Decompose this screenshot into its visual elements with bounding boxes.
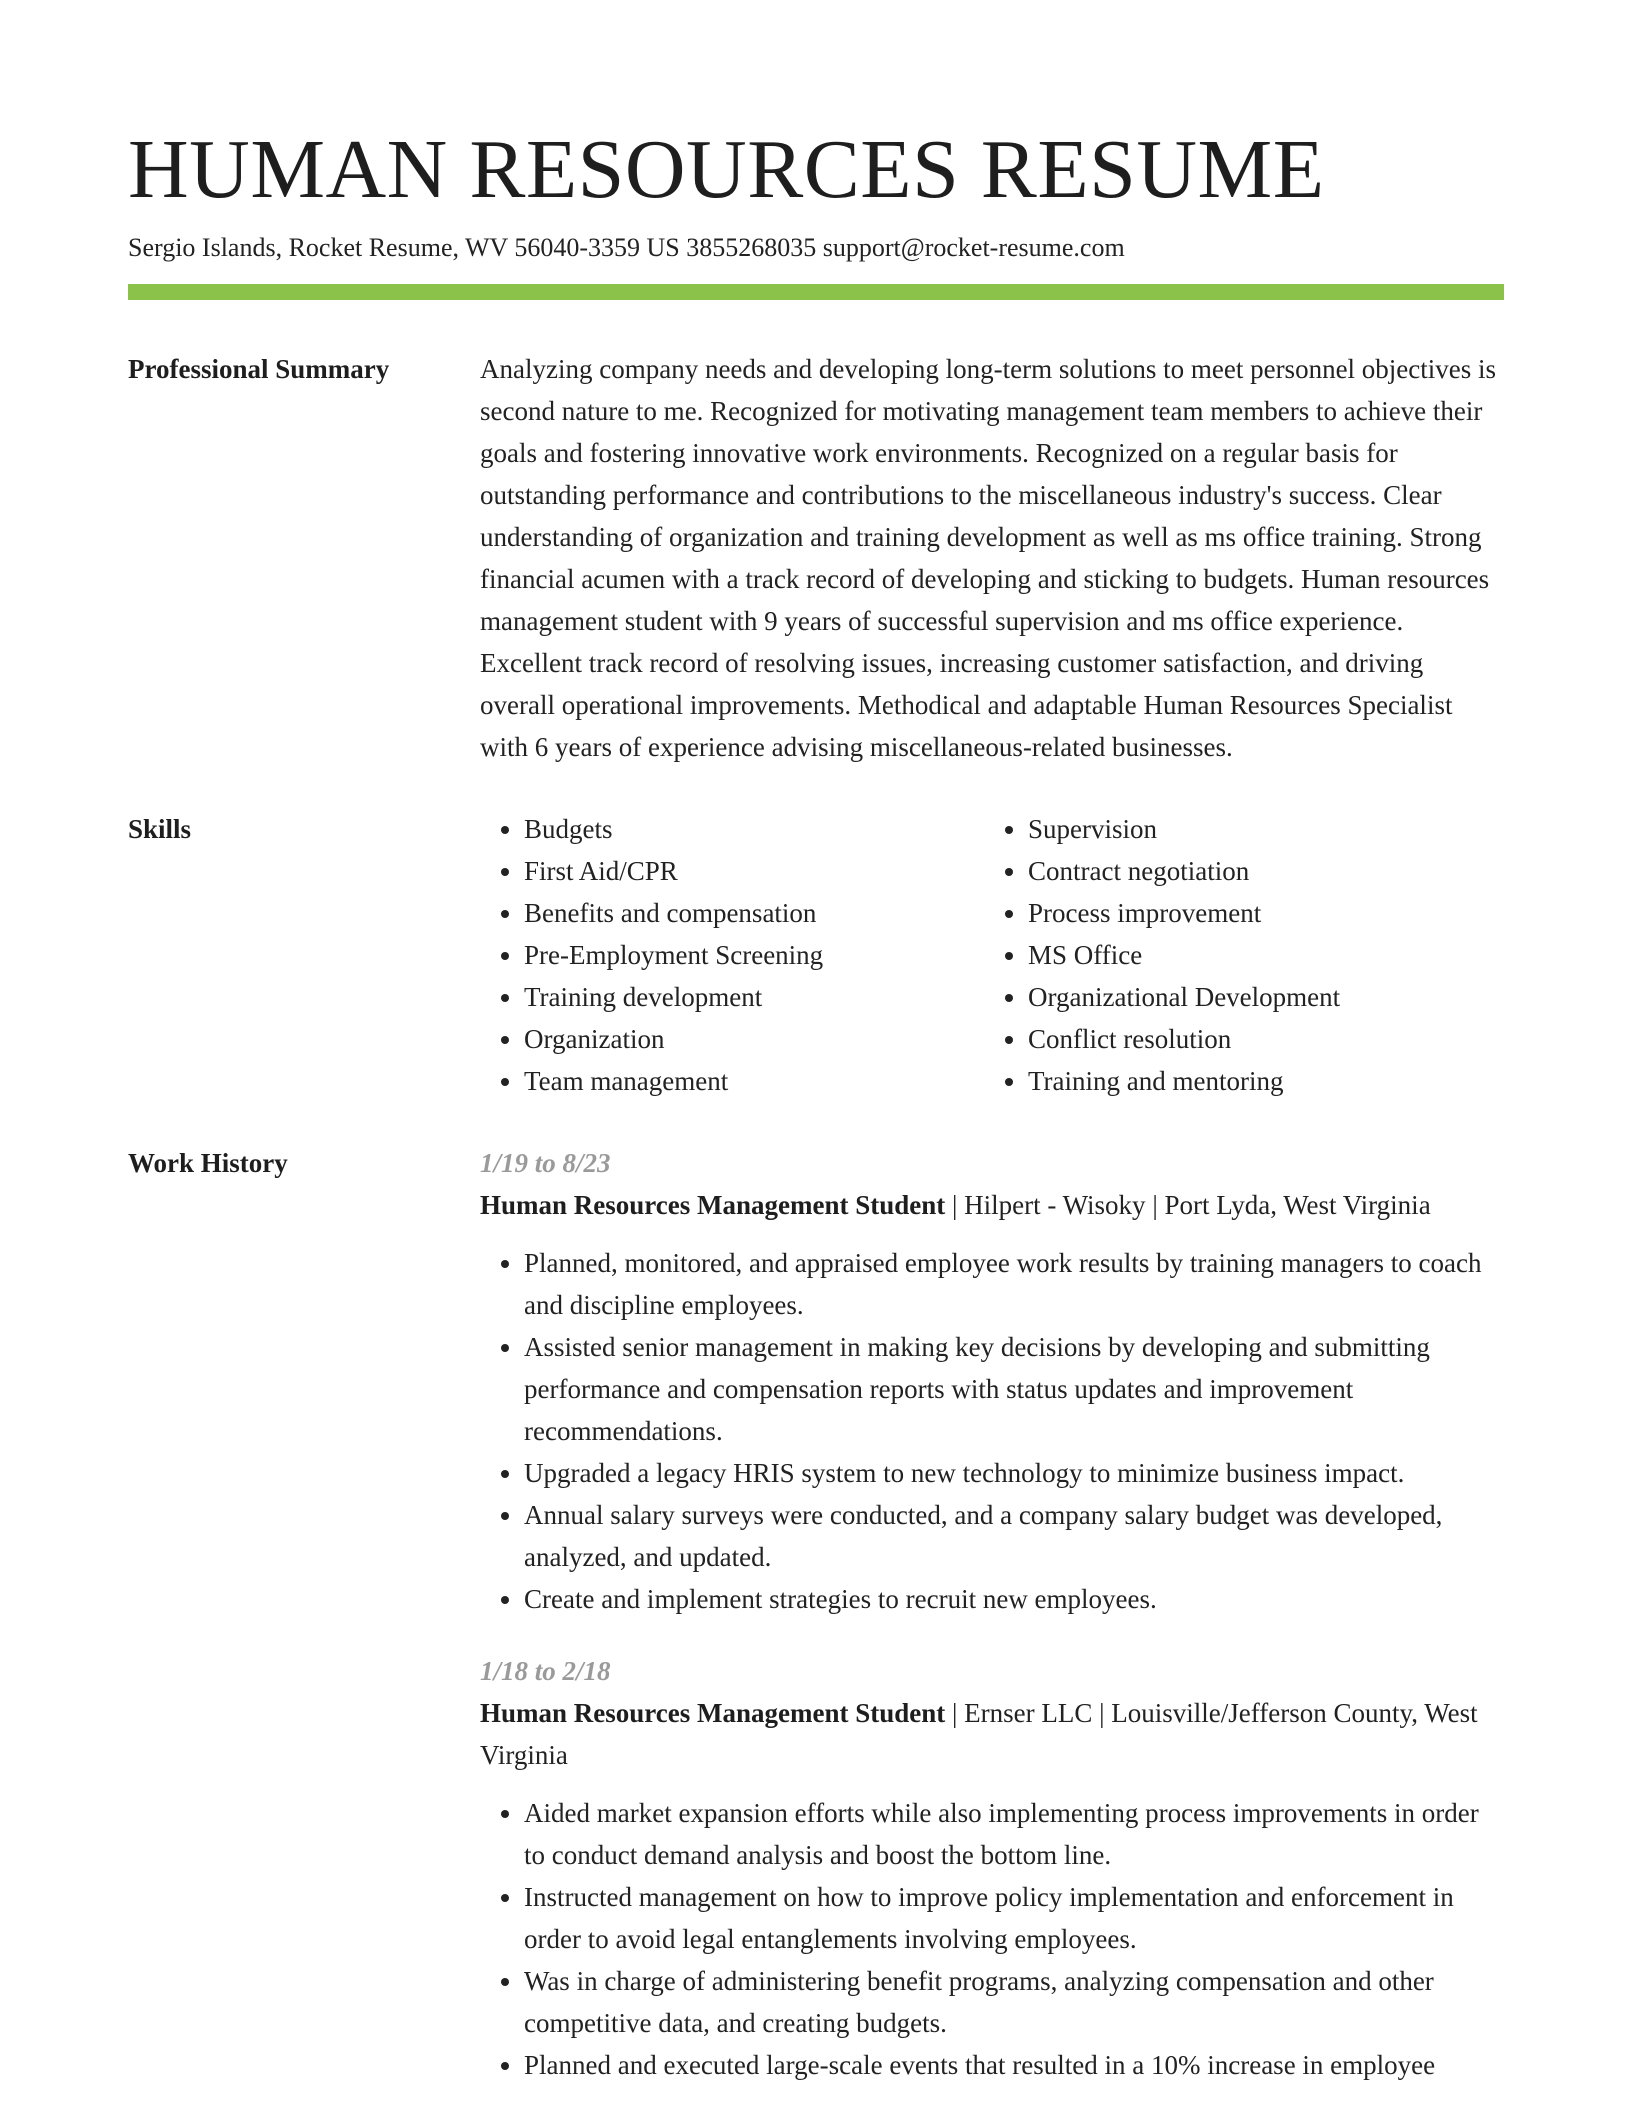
job-location: | Port Lyda, West Virginia bbox=[1146, 1190, 1431, 1220]
job-title: Human Resources Management Student bbox=[480, 1190, 946, 1220]
skills-section bbox=[128, 808, 1504, 1102]
contact-line bbox=[128, 230, 1504, 266]
job-entry bbox=[480, 1650, 1504, 2086]
skill-item: • Training development bbox=[524, 976, 984, 1018]
skill-item: • Budgets bbox=[524, 808, 984, 850]
contact-address: Sergio Islands, Rocket Resume, WV 56040-3359 US bbox=[128, 233, 680, 262]
job-entry bbox=[480, 1142, 1504, 1620]
job-bullet: • Aided market expansion efforts while also implementing process improvements in order to conduct demand analysis and boost the bottom line. bbox=[524, 1792, 1504, 1876]
resume-page bbox=[128, 120, 1504, 2116]
skill-item: • Process improvement bbox=[1028, 892, 1504, 934]
skill-item: • Team management bbox=[524, 1060, 984, 1102]
skills-heading: Skills bbox=[128, 814, 192, 844]
job-company: | Ernser LLC bbox=[945, 1698, 1092, 1728]
skill-item: • Pre-Employment Screening bbox=[524, 934, 984, 976]
skill-item: • Supervision bbox=[1028, 808, 1504, 850]
work-history-heading: Work History bbox=[128, 1148, 288, 1178]
job-dates: 1/19 to 8/23 bbox=[480, 1148, 611, 1178]
job-title: Human Resources Management Student bbox=[480, 1698, 946, 1728]
skill-item: • Benefits and compensation bbox=[524, 892, 984, 934]
summary-heading: Professional Summary bbox=[128, 354, 390, 384]
job-bullet: • Was in charge of administering benefit programs, analyzing compensation and other competitive data, and creating budgets. bbox=[524, 1960, 1504, 2044]
job-header bbox=[480, 1692, 1504, 1776]
work-history-section bbox=[128, 1142, 1504, 2116]
job-bullet: • Create and implement strategies to recruit new employees. bbox=[524, 1578, 1504, 1620]
resume-title: HUMAN RESOURCES RESUME bbox=[128, 123, 1325, 216]
skills-list-right bbox=[984, 808, 1504, 1102]
job-location: | Louisville/Jefferson County, West Virginia bbox=[480, 1698, 1478, 1770]
summary-text: Analyzing company needs and developing long-term solutions to meet personnel objectives is second nature to me. Recognized for motivating management team members to achieve their goals and fostering innovative work environments. Recognized on a regular basis for outstanding performance and contributions to the miscellaneous industry's success. Clear understanding of organization and training development as well as ms office training. Strong financial acumen with a track record of developing and sticking to budgets. Human resources management student with 9 years of successful supervision and ms office experience. Excellent track record of resolving issues, increasing customer satisfaction, and driving overall operational improvements. Methodical and adaptable Human Resources Specialist with 6 years of experience advising miscellaneous-related businesses. bbox=[480, 354, 1497, 762]
skill-item: • Contract negotiation bbox=[1028, 850, 1504, 892]
skill-item: • MS Office bbox=[1028, 934, 1504, 976]
job-bullets bbox=[480, 1792, 1504, 2086]
job-bullet: • Instructed management on how to improve policy implementation and enforcement in order to avoid legal entanglements involving employees. bbox=[524, 1876, 1504, 1960]
job-company: | Hilpert - Wisoky bbox=[945, 1190, 1145, 1220]
job-bullets bbox=[480, 1242, 1504, 1620]
job-bullet: • Upgraded a legacy HRIS system to new technology to minimize business impact. bbox=[524, 1452, 1504, 1494]
header-divider bbox=[128, 284, 1504, 300]
contact-email: support@rocket-resume.com bbox=[822, 233, 1125, 262]
contact-phone: 3855268035 bbox=[686, 233, 817, 262]
skill-item: • Organizational Development bbox=[1028, 976, 1504, 1018]
job-bullet: • Assisted senior management in making key decisions by developing and submitting performance and compensation reports with status updates and improvement recommendations. bbox=[524, 1326, 1504, 1452]
job-bullet: • Annual salary surveys were conducted, and a company salary budget was developed, analyzed, and updated. bbox=[524, 1494, 1504, 1578]
skill-item: • First Aid/CPR bbox=[524, 850, 984, 892]
skill-item: • Conflict resolution bbox=[1028, 1018, 1504, 1060]
job-bullet: • Planned and executed large-scale events that resulted in a 10% increase in employee bbox=[524, 2044, 1504, 2086]
summary-section bbox=[128, 348, 1504, 768]
job-bullet: • Planned, monitored, and appraised employee work results by training managers to coach and discipline employees. bbox=[524, 1242, 1504, 1326]
skills-list-left bbox=[480, 808, 984, 1102]
job-header bbox=[480, 1184, 1504, 1226]
skill-item: • Organization bbox=[524, 1018, 984, 1060]
skill-item: • Training and mentoring bbox=[1028, 1060, 1504, 1102]
job-dates: 1/18 to 2/18 bbox=[480, 1656, 611, 1686]
